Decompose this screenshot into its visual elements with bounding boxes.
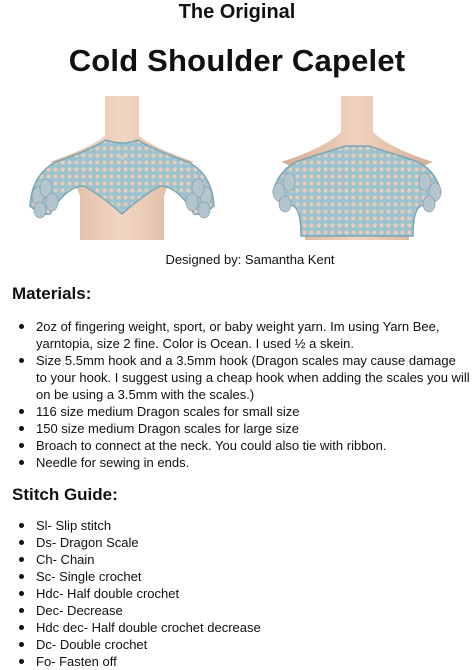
list-item: Hdc dec- Half double crochet decrease	[0, 619, 474, 636]
page-subtitle: The Original	[178, 1, 296, 23]
designer-credit: Designed by: Samantha Kent	[165, 252, 335, 267]
list-item: 150 size medium Dragon scales for large size	[0, 420, 474, 437]
list-item: Size 5.5mm hook and a 3.5mm hook (Dragon scales may cause damage to your hook. I suggest using a cheap hook when adding the scales you will on be using a 3.5mm with the scales.)	[0, 352, 474, 403]
list-item: Sl- Slip stitch	[0, 517, 474, 534]
back-view-photo	[245, 96, 469, 240]
list-item: 2oz of fingering weight, sport, or baby weight yarn. Im using Yarn Bee, yarntopia, size 2 fine. Color is Ocean. I used ½ a skein.	[0, 318, 474, 352]
list-item: Dc- Double crochet	[0, 636, 474, 653]
stitch-guide-heading: Stitch Guide:	[12, 485, 118, 504]
list-item: Fo- Fasten off	[0, 653, 474, 670]
page-title: Cold Shoulder Capelet	[68, 43, 406, 78]
list-item: Dec- Decrease	[0, 602, 474, 619]
list-item: Ch- Chain	[0, 551, 474, 568]
materials-heading: Materials:	[12, 284, 92, 303]
list-item: Hdc- Half double crochet	[0, 585, 474, 602]
list-item: Broach to connect at the neck. You could also tie with ribbon.	[0, 437, 474, 454]
materials-list	[0, 318, 474, 471]
list-item: Needle for sewing in ends.	[0, 454, 474, 471]
front-view-photo	[10, 96, 234, 240]
list-item: 116 size medium Dragon scales for small size	[0, 403, 474, 420]
list-item: Ds- Dragon Scale	[0, 534, 474, 551]
stitch-guide-list	[0, 517, 474, 670]
list-item: Sc- Single crochet	[0, 568, 474, 585]
